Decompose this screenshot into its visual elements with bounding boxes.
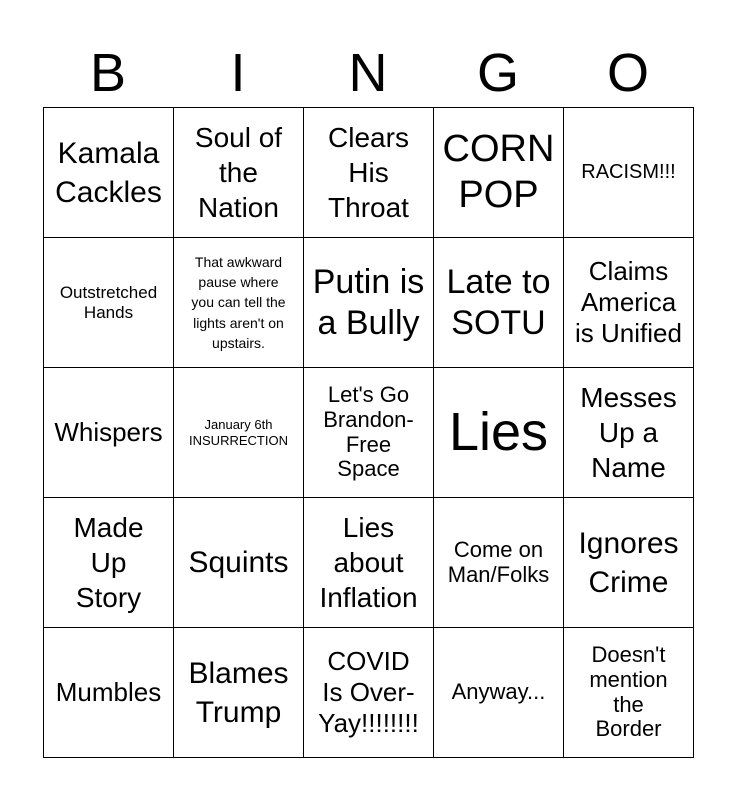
bingo-cell[interactable] (564, 108, 694, 238)
cell-text: Soul of the Nation (194, 122, 283, 223)
cell-text: Mumbles (55, 676, 162, 707)
cell-text: Squints (188, 546, 289, 579)
bingo-cell[interactable] (564, 368, 694, 498)
header-letter-i: I (230, 43, 246, 103)
header-letter-g: G (476, 43, 519, 103)
bingo-cell[interactable] (174, 238, 304, 368)
bingo-cell[interactable] (44, 628, 174, 758)
bingo-cell[interactable] (304, 108, 434, 238)
cell-text: Anyway... (451, 679, 546, 705)
cell-text: Ignores Crime (578, 526, 679, 599)
bingo-cell[interactable] (304, 498, 434, 628)
header-letter-o: O (606, 43, 649, 103)
cell-text: January 6th INSURRECTION (189, 416, 288, 448)
bingo-cell[interactable] (434, 238, 564, 368)
cell-text: Lies (448, 402, 549, 463)
cell-text: Messes Up a Name (580, 382, 677, 483)
bingo-cell[interactable] (304, 368, 434, 498)
bingo-cell[interactable] (304, 628, 434, 758)
cell-text: Clears His Throat (328, 122, 409, 223)
cell-text: Putin is a Bully (312, 262, 425, 342)
bingo-cell[interactable] (564, 628, 694, 758)
bingo-cell[interactable] (44, 368, 174, 498)
cell-text: Whispers (54, 416, 163, 447)
cell-text: Let's Go Brandon- Free Space (323, 382, 414, 482)
bingo-cell[interactable] (564, 498, 694, 628)
cell-text: That awkward pause where you can tell the lights aren't on upstairs. (191, 253, 286, 351)
cell-text: Come on Man/Folks (447, 536, 550, 587)
cell-text: RACISM!!! (581, 161, 676, 184)
bingo-cell[interactable] (434, 628, 564, 758)
cell-text: Doesn't mention the Border (589, 642, 668, 742)
bingo-cell[interactable] (434, 108, 564, 238)
header-letter-n: N (348, 43, 388, 103)
bingo-card-grid (43, 107, 694, 758)
cell-text: Made Up Story (73, 512, 144, 613)
bingo-cell[interactable] (174, 108, 304, 238)
bingo-cell[interactable] (564, 238, 694, 368)
bingo-cell[interactable] (304, 238, 434, 368)
bingo-cell[interactable] (44, 108, 174, 238)
bingo-cell[interactable] (174, 628, 304, 758)
bingo-cell[interactable] (434, 498, 564, 628)
cell-text: Claims America is Unified (575, 255, 682, 349)
cell-text: COVID Is Over- Yay!!!!!!!! (318, 645, 419, 739)
bingo-cell[interactable] (44, 238, 174, 368)
bingo-cell[interactable] (44, 498, 174, 628)
cell-text: Blames Trump (188, 656, 289, 729)
cell-text: Late to SOTU (446, 262, 551, 342)
bingo-header (43, 40, 693, 106)
bingo-cell[interactable] (174, 368, 304, 498)
cell-text: Outstretched Hands (59, 283, 158, 322)
bingo-cell[interactable] (174, 498, 304, 628)
bingo-cell[interactable] (434, 368, 564, 498)
header-letter-b: B (89, 43, 127, 103)
cell-text: CORN POP (442, 127, 555, 216)
cell-text: Lies about Inflation (319, 512, 418, 613)
cell-text: Kamala Cackles (55, 136, 162, 209)
